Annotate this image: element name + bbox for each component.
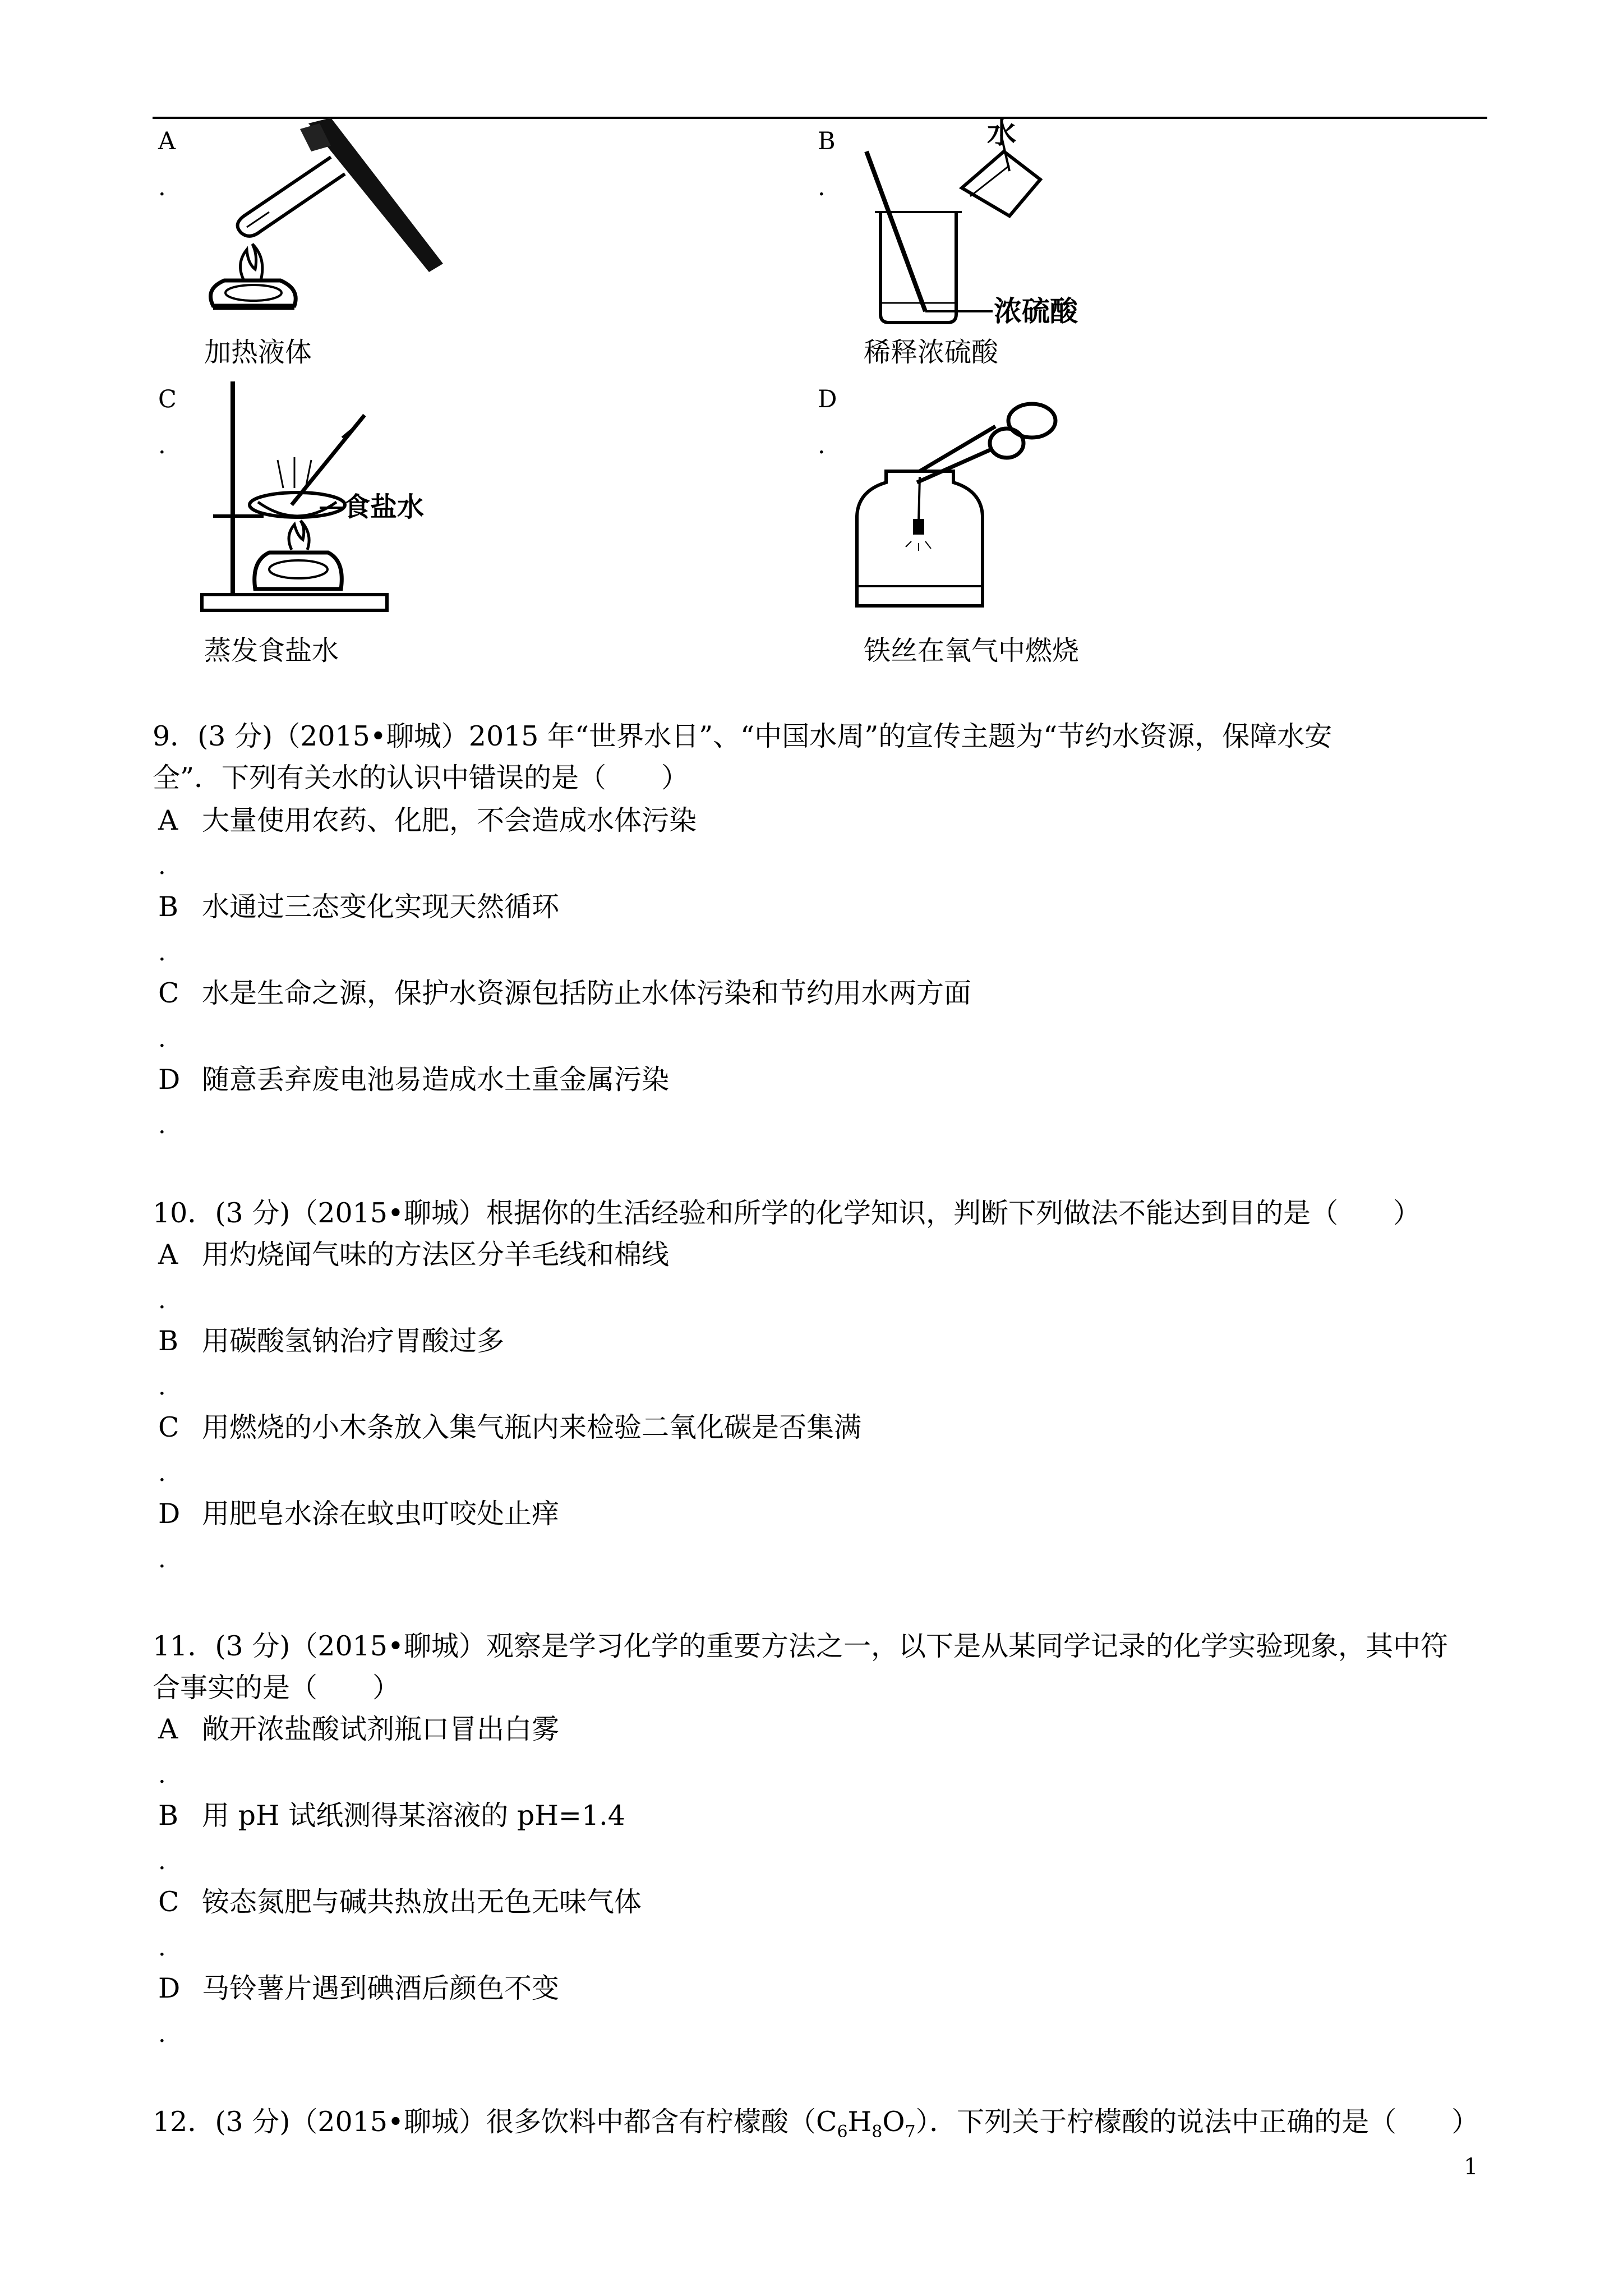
hydrogen-symbol: H [847, 2106, 872, 2138]
question-9-option-c-dot: . [158, 1025, 166, 1053]
question-12-stem [153, 2105, 1479, 2150]
oxygen-symbol: O [882, 2106, 905, 2138]
question-9-option-d-letter: D [158, 1064, 181, 1096]
question-11-option-a-dot: . [158, 1761, 166, 1789]
question-9-option-b-text: 水通过三态变化实现天然循环 [202, 891, 560, 923]
question-11-option-a-letter: A [158, 1713, 178, 1745]
question-11-option-b-dot: . [158, 1847, 166, 1875]
question-11-option-d-letter: D [158, 1972, 181, 2004]
question-11-option-d-dot: . [158, 2020, 166, 2048]
question-11-option-d-text: 马铃薯片遇到碘酒后颜色不变 [202, 1972, 560, 2004]
page-number: 1 [1464, 2154, 1478, 2180]
question-10-option-b-text: 用碳酸氢钠治疗胃酸过多 [202, 1325, 505, 1357]
question-10-option-d-dot: . [158, 1545, 166, 1573]
question-11-option-b-letter: B [158, 1800, 179, 1832]
question-10-option-b-letter: B [158, 1325, 179, 1357]
label-salt-water: 食盐水 [343, 491, 425, 523]
question-10-option-b-dot: . [158, 1373, 166, 1401]
subscript-7: 7 [905, 2122, 916, 2142]
figure-a-caption: 加热液体 [204, 337, 312, 368]
question-10-option-c-text: 用燃烧的小木条放入集气瓶内来检验二氧化碳是否集满 [202, 1411, 862, 1443]
figure-b-dot: . [818, 173, 826, 201]
question-10-option-a-letter: A [158, 1239, 178, 1271]
question-11-option-c-letter: C [158, 1886, 179, 1918]
question-11-stem-line-2: 合事实的是（ ） [153, 1672, 400, 1704]
figure-d-letter: D [818, 385, 837, 413]
question-9-option-a-letter: A [158, 804, 178, 836]
heating-liquid-apparatus-icon [191, 112, 454, 325]
question-11-option-c-dot: . [158, 1934, 166, 1962]
question-11-stem-line-1: 11．(3 分)（2015•聊城）观察是学习化学的重要方法之一，以下是从某同学记录的化学实验现象，其中符 [153, 1630, 1448, 1662]
question-10-option-d-text: 用肥皂水涂在蚊虫叮咬处止痒 [202, 1498, 560, 1530]
question-11-option-b-text: 用 pH 试纸测得某溶液的 pH=1.4 [202, 1800, 625, 1832]
subscript-8: 8 [872, 2122, 883, 2142]
figure-c-letter: C [158, 385, 177, 413]
question-10-stem-line-1: 10．(3 分)（2015•聊城）根据你的生活经验和所学的化学知识，判断下列做法不能达到目的是（ ） [153, 1197, 1421, 1229]
question-10-option-a-dot: . [158, 1286, 166, 1314]
evaporating-salt-water-apparatus-icon [191, 376, 460, 623]
question-9-option-c-letter: C [158, 977, 179, 1009]
iron-wire-burning-apparatus-icon [852, 393, 1077, 617]
question-12-stem-after: ）．下列关于柠檬酸的说法中正确的是（ ） [915, 2106, 1479, 2138]
label-water: 水 [987, 118, 1017, 150]
question-9-option-b-letter: B [158, 891, 179, 923]
label-concentrated-sulfuric-acid: 浓硫酸 [994, 295, 1078, 328]
question-9-option-a-text: 大量使用农药、化肥，不会造成水体污染 [202, 804, 697, 836]
question-9-stem-line-1: 9．(3 分)（2015•聊城）2015 年“世界水日”、“中国水周”的宣传主题为“节约水资源，保障水安 [153, 720, 1332, 752]
question-10-option-d-letter: D [158, 1498, 181, 1530]
figure-b-caption: 稀释浓硫酸 [864, 337, 999, 368]
question-9-option-d-dot: . [158, 1111, 166, 1139]
question-10-option-c-dot: . [158, 1459, 166, 1487]
question-9-option-d-text: 随意丢弃废电池易造成水土重金属污染 [202, 1064, 670, 1096]
question-9-stem-line-2: 全”．下列有关水的认识中错误的是（ ） [153, 762, 689, 794]
question-11-option-c-text: 铵态氮肥与碱共热放出无色无味气体 [202, 1886, 642, 1918]
question-9-option-c-text: 水是生命之源，保护水资源包括防止水体污染和节约用水两方面 [202, 977, 972, 1009]
question-12-stem-before: 12．(3 分)（2015•聊城）很多饮料中都含有柠檬酸（C [153, 2106, 837, 2138]
question-9-option-b-dot: . [158, 938, 166, 967]
figure-c-dot: . [158, 431, 166, 459]
figure-a-letter: A [158, 127, 176, 155]
figure-d-dot: . [818, 431, 826, 459]
figure-b-letter: B [818, 127, 836, 155]
figure-d-caption: 铁丝在氧气中燃烧 [864, 635, 1080, 666]
subscript-6: 6 [837, 2122, 848, 2142]
diluting-sulfuric-acid-apparatus-icon [841, 118, 1155, 331]
question-11-option-a-text: 敞开浓盐酸试剂瓶口冒出白雾 [202, 1713, 560, 1745]
figure-c-caption: 蒸发食盐水 [204, 635, 339, 666]
figure-a-dot: . [158, 173, 166, 201]
question-10-option-c-letter: C [158, 1411, 179, 1443]
question-9-option-a-dot: . [158, 852, 166, 880]
question-10-option-a-text: 用灼烧闻气味的方法区分羊毛线和棉线 [202, 1239, 670, 1271]
